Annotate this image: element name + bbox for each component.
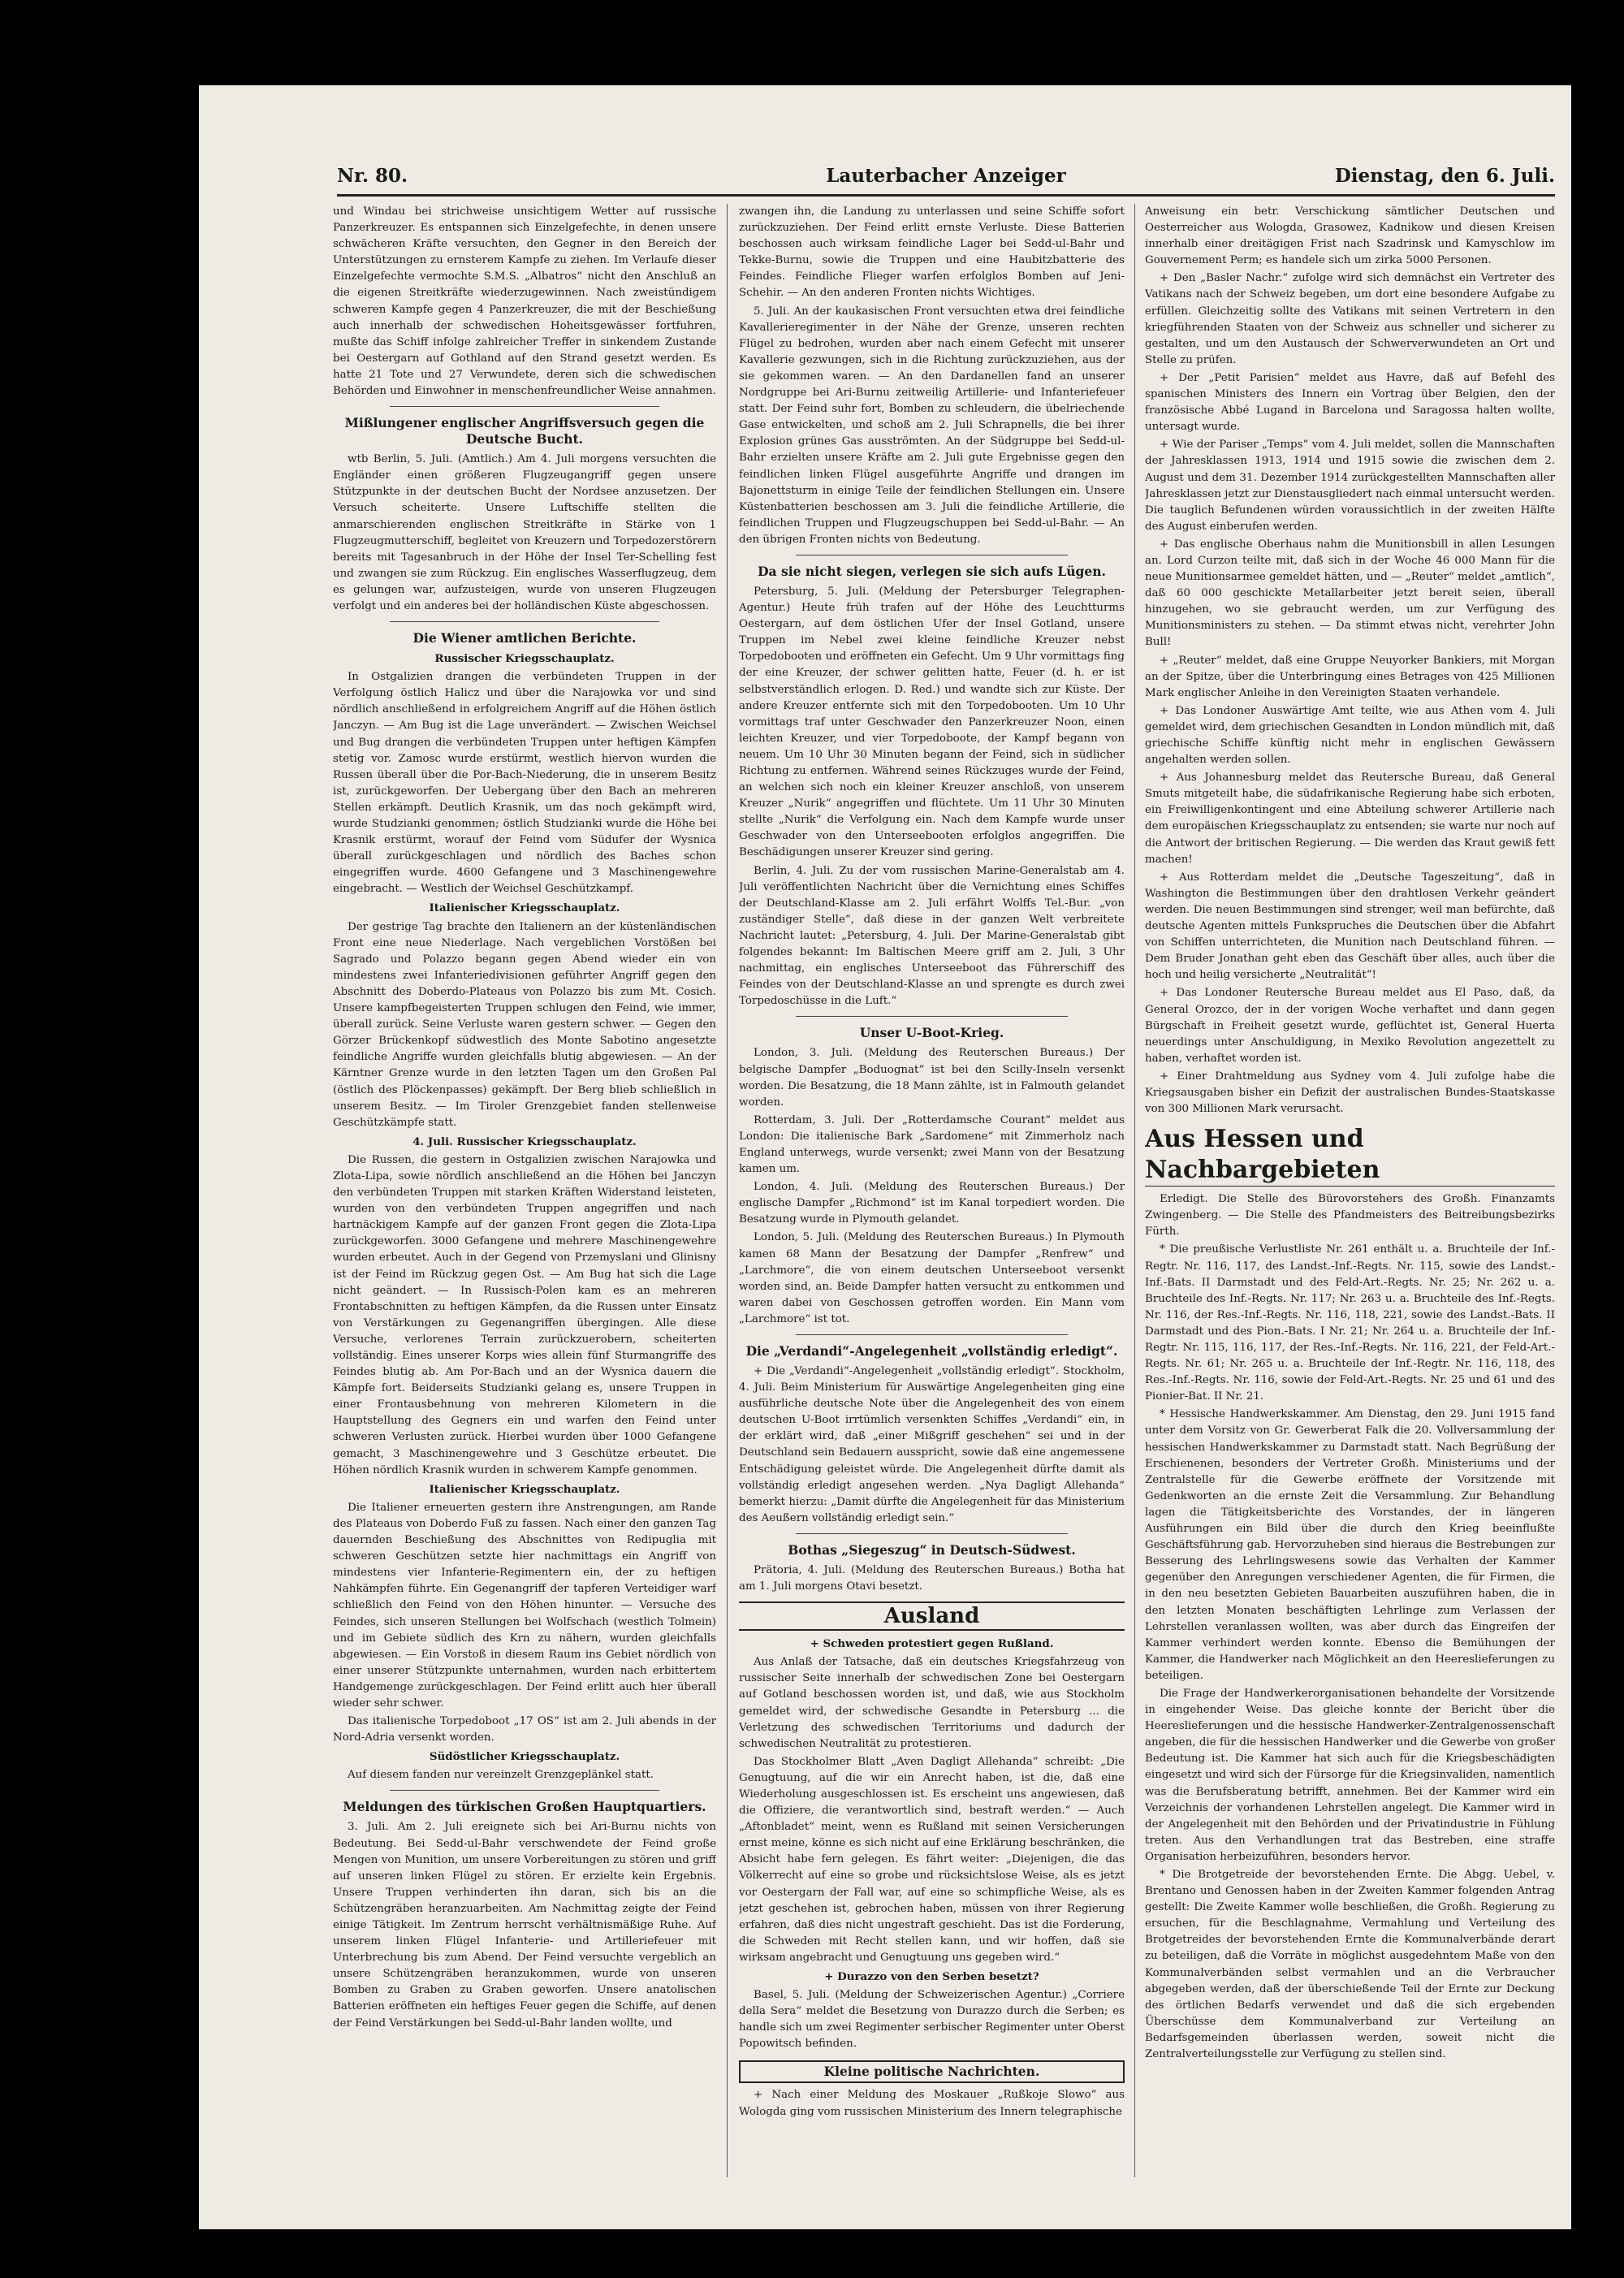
article-paragraph: London, 3. Juli. (Meldung des Reuterschen Bureaus.) Der belgische Dampfer „Boduognat“ ist bei den Scilly-Inseln versenkt worden. Die Besatzung, die 18 Mann zählte, ist in Falmouth gelandet worden.: [739, 1047, 1125, 1109]
section-subheading: Südöstlicher Kriegsschauplatz.: [429, 1750, 620, 1764]
article-paragraph: + Einer Drahtmeldung aus Sydney vom 4. Juli zufolge habe die Kriegsausgaben bisher ein Defizit der australischen Bundes-Staatskasse von 300 Millionen Mark verursacht.: [1145, 1070, 1555, 1116]
section-subheading: + Durazzo von den Serben besetzt?: [824, 1970, 1039, 1983]
article-paragraph: Der gestrige Tag brachte den Italienern an der küstenländischen Front eine neue Niederlage. Nach vergeblichen Vorstößen bei Sagrado und Polazzo begann gegen Abend wieder ein von mindestens zwei Infanteriedivisionen geführter Angriff gegen den Abschnitt des Doberdo-Plateaus von Polazzo bis zum Mt. Cosich. Unsere kampfbegeisterten Truppen schlugen den Feind, wie immer, überall zurück. Seine Verluste waren gestern schwer. — Gegen den Görzer Brückenkopf südwestlich des Monte Sabotino angesetzte feindliche Angriffe wurden gleichfalls blutig abgewiesen. — An der Kärntner Grenze wurde in den letzten Tagen um den Großen Pal (östlich des Plöckenpasses) gekämpft. Der Berg blieb schließlich in unserem Besitz. — Im Tiroler Grenzgebiet fanden stellenweise Geschützkämpfe statt.: [333, 920, 716, 1129]
article-paragraph: + Aus Johannesburg meldet das Reutersche Bureau, daß General Smuts mitgeteilt habe, die südafrikanische Regierung habe sich erboten, ein Freiwilligenkontingent und eine Abteilung schwerer Artillerie nach dem europäischen Kriegsschauplatz zu entsenden; sie warte nur noch auf die Antwort der britischen Regierung. — Die werden das Kraut gewiß fett machen!: [1145, 772, 1555, 866]
section-heading-hessen: Aus Hessen und Nachbargebieten: [1145, 1124, 1555, 1187]
article-paragraph: wtb Berlin, 5. Juli. (Amtlich.) Am 4. Juli morgens versuchten die Engländer einen größeren Flugzeugangriff gegen unsere Stützpunkte in der deutschen Bucht der Nordsee anzusetzen. Der Versuch scheiterte. Unsere Luftschiffe stellten die anmarschierenden englischen Streitkräfte in Stärke von 1 Flugzeugmutterschiff, begleitet von Kreuzern und Torpedozerstörern bereits mit Tagesanbruch in der Höhe der Insel Ter-Schelling fest und zwangen sie zum Rückzug. Ein englisches Wasserflugzeug, dem es gelungen war, aufzusteigen, wurde von unseren Flugzeugen verfolgt und ein anderes bei der holländischen Küste abgeschossen.: [333, 453, 716, 612]
article-headline: Bothas „Siegeszug“ in Deutsch-Südwest.: [788, 1541, 1076, 1558]
article-paragraph: Aus Anlaß der Tatsache, daß ein deutsches Kriegsfahrzeug von russischer Seite innerhalb der schwedischen Zone bei Oestergarn auf Gotland beschossen worden ist, und daß, wie aus Stockholm gemeldet wird, der schwedische Gesandte in Petersburg ... die Verletzung des schwedischen Territoriums und dadurch der schwedischen Neutralität zu protestieren.: [739, 1656, 1125, 1750]
article-paragraph: Rotterdam, 3. Juli. Der „Rotterdamsche Courant“ meldet aus London: Die italienische Bark „Sardomene“ mit Zimmerholz nach England unterwegs, wurde versenkt; zwei Mann von der Besatzung kamen um.: [739, 1113, 1125, 1176]
article-paragraph: Das Stockholmer Blatt „Aven Dagligt Allehanda“ schreibt: „Die Genugtuung, auf die wir ein Anrecht haben, ist die, daß eine Wiederholung ausgeschlossen ist. Es erscheint uns angewiesen, daß die Offiziere, die verantwortlich sind, bestraft werden.“ — Auch „Aftonbladet“ meint, wenn es Rußland mit seinen Versicherungen ernst meine, könne es sich nicht auf eine Erklärung beschränken, die Absicht habe fern gelegen. Es fährt weiter: „Diejenigen, die das Völkerrecht auf eine so grobe und rücksichtslose Weise, als es jetzt vor Oestergarn der Fall war, auf eine so schimpfliche Weise, als es jetzt geschehen ist, gebrochen haben, müssen von ihrer Regierung erfahren, daß dies nicht ungestraft geschieht. Das ist die Forderung, die Schweden mit Recht stellen kann, und wir hoffen, daß sie wirksam angebracht und Genugtuung uns gegeben wird.“: [739, 1755, 1125, 1964]
article-headline: Die Wiener amtlichen Berichte.: [412, 630, 637, 646]
article-paragraph: * Hessische Handwerkskammer. Am Dienstag, den 29. Juni 1915 fand unter dem Vorsitz von Gr. Gewerberat Falk die 20. Vollversammlung der hessischen Handwerkskammer zu Darmstadt statt. Nach Begrüßung der Erschienenen, besonders der Vertreter Großh. Ministeriums und der Zentralstelle für die Gewerbe eröffnete der Vorsitzende mit Gedenkworten an die ernste Zeit die Versammlung. Zur Behandlung lagen die Tätigkeitsberichte des Vorstandes, der in längeren Ausführungen ein Bild über die durch den Krieg beeinflußte Geschäftsführung gab. Hervorzuheben sind hieraus die Bestrebungen zur Besserung des Lehrlingswesens sowie das Verhalten der Kammer gegenüber den Anregungen verschiedener Agenten, die für Firmen, die in den neu besetzten Gebieten Bauarbeiten auszuführen haben, die in den letzten Monaten beschäftigten Lehrlinge zum Verlassen der Lehrstellen veranlassen wollten, was aber durch das Eingreifen der Kammer verhindert werden konnte. Ebenso die Bemühungen der Kammer, die Handwerker nach Möglichkeit an den Heereslieferungen zu beteiligen.: [1145, 1408, 1555, 1682]
article-headline: Unser U-Boot-Krieg.: [859, 1025, 1004, 1041]
column-3: [1145, 204, 1555, 2177]
article-paragraph: Das italienische Torpedoboot „17 OS“ ist am 2. Juli abends in der Nord-Adria versenkt worden.: [333, 1715, 716, 1744]
article-paragraph: + „Reuter“ meldet, daß eine Gruppe Neuyorker Bankiers, mit Morgan an der Spitze, über die Unterbringung eines Betrages von 425 Millionen Mark englischer Anleihe in den Vereinigten Staaten verhandele.: [1145, 654, 1555, 699]
article-paragraph: + Die „Verdandi“-Angelegenheit „vollständig erledigt“. Stockholm, 4. Juli. Beim Ministerium für Auswärtige Angelegenheiten ging eine ausführliche deutsche Note über die Angelegenheit des von einem deutschen U-Boot irrtümlich versenkten Schiffes „Verdandi“ ein, in der erklärt wird, daß „einer Mißgriff geschehen“ sei und in der Deutschland sein Bedauern ausspricht, sowie daß eine angemessene Entschädigung geleistet würde. Die Angelegenheit dürfte damit als vollständig erledigt angesehen werden. „Nya Dagligt Allehanda“ bemerkt hierzu: „Damit dürfte die Angelegenheit für das Ministerium des Aeußern vollständig erledigt sein.“: [739, 1365, 1125, 1524]
separator: [390, 621, 659, 622]
article-paragraph: Prätoria, 4. Juli. (Meldung des Reuterschen Bureaus.) Botha hat am 1. Juli morgens Otavi besetzt.: [739, 1563, 1125, 1593]
separator: [796, 1533, 1068, 1534]
article-paragraph: In Ostgalizien drangen die verbündeten Truppen in der Verfolgung östlich Halicz und über die Narajowka vor und sind nördlich anschließend in erfolgreichem Angriff auf die Höhen östlich Janczyn. — Am Bug ist die Lage unverändert. — Zwischen Weichsel und Bug drangen die verbündeten Truppen unter heftigen Kämpfen stetig vor. Zamosc wurde erstürmt, westlich hiervon wurden die Russen überall über die Por-Bach-Niederung, die in unserem Besitz ist, zurückgeworfen. Der Uebergang über den Bach an mehreren Stellen erkämpft. Deutlich Krasnik, um das noch gekämpft wird, wurde Studzianki genommen; östlich Studzianki wurde die Höhe bei Krasnik erstürmt, worauf der Feind vom Südufer der Wysnica überall zurückgeschlagen und nördlich des Baches schon eingegriffen wurde. 4600 Gefangene und 3 Maschinengewehre eingebracht. — Westlich der Weichsel Geschützkampf.: [333, 671, 716, 896]
article-paragraph: 5. Juli. An der kaukasischen Front versuchten etwa drei feindliche Kavallerieregimenter in der Nähe der Grenze, unseren rechten Flügel zu bedrohen, wurden aber nach einem Gefecht mit unserer Kavallerie gezwungen, sich in die Richtung zurückzuziehen, aus der sie gekommen waren. — An den Dardanellen fand an unserer Nordgruppe bei Ari-Burnu zeitweilig Artillerie- und Infanteriefeuer statt. Der Feind suhr fort, Bomben zu schleudern, die übelriechende Gase entwickelten, und schoß am 2. Juli Schrapnells, die bei ihrer Explosion grünes Gas ausströmten. An der Südgruppe bei Sedd-ul-Bahr erzielten unsere Kräfte am 2. Juli gute Ergebnisse gegen den feindlichen linken Flügel ausgeführte Angriffe und drangen im Bajonettsturm in einige Teile der feindlichen Stellungen ein. Unsere Küstenbatterien beschossen am 3. Juli die feindliche Artillerie, die feindlichen Truppen und Flugzeugschuppen bei Sedd-ul-Bahr. — An den übrigen Fronten nichts von Bedeutung.: [739, 305, 1125, 546]
article-paragraph: + Das Londoner Reutersche Bureau meldet aus El Paso, daß, da General Orozco, der in der vorigen Woche verhaftet und dann gegen Bürgschaft in Freiheit gesetzt wurde, geflüchtet ist, General Huerta neuerdings unter Anschuldigung, in Mexiko Revolution angezettelt zu haben, verhaftet worden ist.: [1145, 987, 1555, 1065]
issue-number: Nr. 80.: [337, 165, 408, 187]
article-paragraph: Erledigt. Die Stelle des Bürovorstehers des Großh. Finanzamts Zwingenberg. — Die Stelle des Pfandmeisters des Beitreibungsbezirks Fürth.: [1145, 1193, 1555, 1238]
article-paragraph: 3. Juli. Am 2. Juli ereignete sich bei Ari-Burnu nichts von Bedeutung. Bei Sedd-ul-Bahr verschwendete der Feind große Mengen von Munition, um unsere Vorbereitungen zu stören und griff auf unseren linken Flügel zu stören. Er erzielte kein Ergebnis. Unsere Truppen verhinderten ihn daran, sich bis an die Schützengräben heranzuarbeiten. Am Nachmittag zeigte der Feind einige Tätigkeit. Im Zentrum herrscht verhältnismäßige Ruhe. Auf unserem linken Flügel Infanterie- und Artilleriefeuer mit Unterbrechung bis zum Abend. Der Feind versuchte vergeblich an unsere Schützengräben heranzukommen, wurde von unseren Bomben zu Graben zu Graben geworfen. Unsere anatolischen Batterien eröffneten ein heftiges Feuer gegen die Schiffe, auf denen der Feind Verstärkungen bei Sedd-ul-Bahr landen wollte, und: [333, 1821, 716, 2029]
article-paragraph: Die Italiener erneuerten gestern ihre Anstrengungen, am Rande des Plateaus von Doberdo Fuß zu fassen. Nach einer den ganzen Tag dauernden Beschießung des Abschnittes von Redipuglia mit schweren Geschützen setzte hier nachmittags ein Angriff von mindestens vier Infanterie-Regimentern ein, der zu heftigen Nahkämpfen führte. Ein Gegenangriff der tapferen Verteidiger warf schließlich den Feind von den Höhen hinunter. — Versuche des Feindes, sich unseren Stellungen bei Wolfschach (westlich Tolmein) und im Gebiete südlich des Krn zu nähern, wurden gleichfalls abgewiesen. — Ein Vorstoß in diesem Raum ins Gebiet nördlich von einer unserer Stützpunkte unternahmen, wurden nach erbittertem Handgemenge zurückgeschlagen. Der Feind erlitt auch hier überall wieder sehr schwer.: [333, 1501, 716, 1710]
article-paragraph: * Die Brotgetreide der bevorstehenden Ernte. Die Abgg. Uebel, v. Brentano und Genossen haben in der Zweiten Kammer folgenden Antrag gestellt: Die Zweite Kammer wolle beschließen, die Großh. Regierung zu ersuchen, für die Beschlagnahme, Vermahlung und Verteilung des Brotgetreides der bevorstehenden Ernte die Kommunalverbände derart zu beteiligen, daß die Vorräte in möglichst ausgedehntem Maße von den Kommunalverbänden selbst vermahlen und an die Verbraucher abgegeben werden, daß der überschießende Teil der Ernte zur Deckung des örtlichen Bedarfs verwendet und daß die sich ergebenden Überschüsse dem Kommunalverband zur Verteilung an Bedarfsgemeinden überlassen werden, soweit nicht die Zentralverteilungsstelle zur Verfügung zu stellen sind.: [1145, 1869, 1555, 2061]
article-paragraph: + Den „Basler Nachr.“ zufolge wird sich demnächst ein Vertreter des Vatikans nach der Schweiz begeben, um dort eine besondere Aufgabe zu erfüllen. Gleichzeitig sollte des Vatikans mit seinen Vertretern in den kriegführenden Staaten von der Schweiz aus schneller und sicherer zu gestalten, und um den Austausch der Schwerverwundeten an Ort und Stelle zu prüfen.: [1145, 272, 1555, 366]
section-subheading: 4. Juli. Russischer Kriegsschauplatz.: [412, 1135, 637, 1148]
section-subheading: Italienischer Kriegsschauplatz.: [429, 901, 620, 915]
column-1: [333, 204, 716, 2177]
article-paragraph: Auf diesem fanden nur vereinzelt Grenzgeplänkel statt.: [348, 1769, 654, 1782]
article-headline: Kleine politische Nachrichten.: [739, 2060, 1125, 2083]
article-paragraph: zwangen ihn, die Landung zu unterlassen und seine Schiffe sofort zurückzuziehen. Der Feind erlitt ernste Verluste. Diese Batterien beschossen auch wirksam feindliche Lager bei Sedd-ul-Bahr und Tekke-Burnu, sowie die Truppen und eine Haubitzbatterie des Feindes. Feindliche Flieger warfen erfolglos Bomben auf Jeni-Schehir. — An den anderen Fronten nichts Wichtiges.: [739, 205, 1125, 300]
issue-date: Dienstag, den 6. Juli.: [1334, 165, 1555, 187]
article-paragraph: + Das Londoner Auswärtige Amt teilte, wie aus Athen vom 4. Juli gemeldet wird, dem griechischen Gesandten in London mündlich mit, daß griechische Schiffe künftig nicht mehr in englischen Gewässern angehalten werden sollen.: [1145, 704, 1555, 767]
article-paragraph: Basel, 5. Juli. (Meldung der Schweizerischen Agentur.) „Corriere della Sera“ meldet die Besetzung von Durazzo durch die Serben; es handle sich um zwei Regimenter serbischer Regimenter unter Oberst Popowitsch befinden.: [739, 1989, 1125, 2051]
column-divider: [727, 204, 728, 2177]
article-paragraph: + Wie der Pariser „Temps“ vom 4. Juli meldet, sollen die Mannschaften der Jahresklassen 1913, 1914 und 1915 sowie die zwischen dem 2. August und dem 31. Dezember 1914 zurückgestellten Mannschaften aller Jahresklassen jetzt zur Dienstausgliedert nach einmal untersucht werden. Die tauglich Befundenen würden voraussichtlich in der zweiten Hälfte des August einberufen werden.: [1145, 439, 1555, 533]
article-paragraph: * Die preußische Verlustliste Nr. 261 enthält u. a. Bruchteile der Inf.-Regtr. Nr. 116, 117, des Landst.-Inf.-Regts. Nr. 115, sowie des Landst.-Inf.-Bats. II Darmstadt und des Feld-Art.-Regts. Nr. 25; Nr. 262 u. a. Bruchteile des Inf.-Regts. Nr. 117; Nr. 263 u. a. Bruchteile des Inf.-Regts. Nr. 116, der Res.-Inf.-Regts. Nr. 116, 118, 221, sowie des Landst.-Bats. II Darmstadt und des Pion.-Bats. I Nr. 21; Nr. 264 u. a. Bruchteile der Inf.-Regtr. Nr. 115, 116, 117, der Res.-Inf.-Regts. Nr. 116, 221, der Feld-Art.-Regts. Nr. 61; Nr. 265 u. a. Bruchteile der Inf.-Regtr. Nr. 116, 118, des Res.-Inf.-Regts. Nr. 116, sowie der Feld-Art.-Regts. Nr. 25 und 61 und des Pionier-Bat. II Nr. 21.: [1145, 1243, 1555, 1403]
column-2: [739, 204, 1125, 2177]
article-paragraph: Die Russen, die gestern in Ostgalizien zwischen Narajowka und Zlota-Lipa, sowie nördlich anschließend an die Höhen bei Janczyn den verbündeten Truppen mit starken Kräften Widerstand leisteten, wurden von den verbündeten Truppen angegriffen und nach hartnäckigem Kampfe auf der ganzen Front gegen die Zlota-Lipa zurückgeworfen. 3000 Gefangene und mehrere Maschinengewehre wurden erbeutet. Auch in der Gegend von Przemyslani und Glinisny ist der Feind im Rückzug gegen Ost. — Am Bug hat sich die Lage nicht geändert. — In Russisch-Polen kam es an mehreren Frontabschnitten zu heftigen Kämpfen, da die Russen unter Einsatz von Verstärkungen zu Gegenangriffen übergingen. Alle diese Versuche, verlorenes Terrain zurückzuerobern, scheiterten vollständig. Eines unserer Korps wies allein fünf Sturmangriffe des Feindes blutig ab. Am Por-Bach und an der Wysnica dauern die Kämpfe fort. Beiderseits Studzianki gelang es, unsere Truppen in einer Frontausbehnung von mehreren Kilometern in die Hauptstellung des Gegners ein und warfen den Feind unter schweren Verlusten zurück. Hierbei wurden über 1000 Gefangene gemacht, 3 Maschinengewehre und 3 Geschütze erbeutet. Die Höhen nördlich Krasnik wurden in schwerem Kampfe genommen.: [333, 1153, 716, 1476]
article-paragraph: London, 5. Juli. (Meldung des Reuterschen Bureaus.) In Plymouth kamen 68 Mann der Besatzung der Dampfer „Renfrew“ und „Larchmore“, die von einem deutschen Unterseeboot versenkt worden sind, an. Beide Dampfer hatten versucht zu entkommen und waren dabei von Geschossen getroffen worden. Ein Mann vom „Larchmore“ ist tot.: [739, 1231, 1125, 1325]
article-paragraph: + Aus Rotterdam meldet die „Deutsche Tageszeitung“, daß in Washington die Bestimmungen über den drahtlosen Verkehr geändert werden. Die neuen Bestimmungen sind strenger, weil man befürchte, daß deutsche Agenten mittels Funkspruches die Deutschen über die Abfahrt von Schiffen unterrichteten, die Munition nach Deutschland führen. — Dem Bruder Jonathan geht eben das Geschäft über alles, auch über die hoch und heilig versicherte „Neutralität“!: [1145, 871, 1555, 982]
article-paragraph: London, 4. Juli. (Meldung des Reuterschen Bureaus.) Der englische Dampfer „Richmond“ ist im Kanal torpediert worden. Die Besatzung wurde in Plymouth gelandet.: [739, 1181, 1125, 1226]
masthead: [337, 165, 1555, 189]
newspaper-page: [199, 85, 1571, 2229]
article-paragraph: + Das englische Oberhaus nahm die Munitionsbill in allen Lesungen an. Lord Curzon teilte mit, daß sich in der Woche 46 000 Mann für die neue Munitionsarmee gemeldet hätten, und — „Reuter“ meldet „amtlich“, daß 60 000 geschickte Metallarbeiter jetzt bereit seien, überall hinzugehen, wo sie gebraucht werden, um zur Verfügung des Munitionsministers zu stehen. — Da stimmt etwas nicht, verehrter John Bull!: [1145, 538, 1555, 649]
separator: [390, 406, 659, 407]
masthead-rule: [337, 194, 1555, 197]
section-subheading: + Schweden protestiert gegen Rußland.: [810, 1637, 1054, 1651]
separator: [796, 1334, 1068, 1335]
article-headline: Mißlungener englischer Angriffsversuch gegen die Deutsche Bucht.: [344, 415, 705, 447]
section-banner-ausland: Ausland: [739, 1602, 1125, 1631]
separator: [390, 1790, 659, 1791]
column-divider: [1134, 204, 1135, 2177]
article-paragraph: + Der „Petit Parisien“ meldet aus Havre, daß auf Befehl des spanischen Ministers des Innern ein Vortrag über Belgien, den der französische Abbé Lugand in Barcelona und Saragossa halten wollte, untersagt wurde.: [1145, 371, 1555, 434]
separator: [796, 1016, 1068, 1017]
article-paragraph: Anweisung ein betr. Verschickung sämtlicher Deutschen und Oesterreicher aus Wologda, Grasowez, Kadnikow und diesen Kreisen innerhalb einer dreitägigen Frist nach Szadrinsk und Kamyschlow im Gouvernement Perm; es handele sich um zirka 5000 Personen.: [1145, 205, 1555, 267]
article-paragraph: Die Frage der Handwerkerorganisationen behandelte der Vorsitzende in eingehender Weise. Das gleiche konnte der Bericht über die Heereslieferungen und die hessische Handwerker-Zentralgenossenschaft angeben, die für die hessischen Handwerker und die Gewerbe von großer Bedeutung ist. Die Kammer hat sich auch für die Kriegsbeschädigten eingesetzt und wird sich der Fürsorge für die Kriegsinvaliden, namentlich was die Berufsberatung betrifft, annehmen. Bei der Kammer wird ein Verzeichnis der vorhandenen Lehrstellen angelegt. Die Kammer wird in der Angelegenheit mit den Behörden und der Privatindustrie in Fühlung treten. Aus den Verhandlungen trat das Bestreben, eine straffe Organisation herbeizuführen, besonders hervor.: [1145, 1687, 1555, 1863]
article-paragraph: und Windau bei strichweise unsichtigem Wetter auf russische Panzerkreuzer. Es entspannen sich Einzelgefechte, in denen unsere schwächeren Kräfte versuchten, den Gegner in den Bereich der Unterstützungen zu ernsterem Kampfe zu ziehen. Im Verlaufe dieser Einzelgefechte vermochte S.M.S. „Albatros“ nicht den Anschluß an die eigenen Streitkräfte wiederzugewinnen. Nach zweistündigem schweren Kampfe gegen 4 Panzerkreuzer, die mit der Beschießung auch innerhalb der schwedischen Hoheitsgewässer fortfuhren, mußte das Schiff infolge zahlreicher Treffer in sinkendem Zustande bei Oestergarn auf Gothland auf den Strand gesetzt werden. Es hatte 21 Tote und 27 Verwundete, deren sich die schwedischen Behörden und Einwohner in menschenfreundlicher Weise annahmen.: [333, 205, 716, 398]
article-paragraph: Petersburg, 5. Juli. (Meldung der Petersburger Telegraphen-Agentur.) Heute früh trafen auf der Höhe des Leuchtturms Oestergarn, auf dem östlichen Ufer der Insel Gotland, unsere Truppen im Nebel zwei kleine feindliche Kreuzer nebst Torpedobooten und eröffneten ein Gefecht. Um 9 Uhr vormittags fing der eine Kreuzer, der schwer gelitten hatte, Feuer (d. h. er ist selbstverständlich erlogen. D. Red.) und wandte sich zur Küste. Der andere Kreuzer entfernte sich mit den Torpedobooten. Um 10 Uhr vormittags traf unter Geschwader den Panzerkreuzer Noon, einen leichten Kreuzer, und vier Torpedoboote, der Kampf begann von neuem. Um 10 Uhr 30 Minuten begann der Feind, sich in südlicher Richtung zu entfernen. Während seines Rückzuges wurde der Feind, an welchen sich noch ein kleiner Kreuzer anschloß, von unserem Kreuzer „Nurik“ angegriffen und flüchtete. Um 11 Uhr 30 Minuten stellte „Nurik“ die Verfolgung ein. Nach dem Kampfe wurde unser Geschwader von den Unterseebooten erfolglos angegriffen. Die Beschädigungen unserer Kreuzer sind gering.: [739, 585, 1125, 859]
article-paragraph: Berlin, 4. Juli. Zu der vom russischen Marine-Generalstab am 4. Juli veröffentlichten Nachricht über die Vernichtung eines Schiffes der Deutschland-Klasse am 2. Juli erfährt Wolffs Tel.-Bur. „von zuständiger Stelle“, daß diese in der ganzen Welt verbreitete Nachricht lautet: „Petersburg, 4. Juli. Der Marine-Generalstab gibt folgendes bekannt: Im Baltischen Meere griff am 2. Juli, 3 Uhr nachmittag, ein englisches Unterseeboot das Führerschiff des Feindes von der Deutschland-Klasse an und sprengte es durch zwei Torpedoschüsse in die Luft.“: [739, 864, 1125, 1008]
article-headline: Da sie nicht siegen, verlegen sie sich aufs Lügen.: [758, 563, 1106, 579]
article-headline: Die „Verdandi“-Angelegenheit „vollständig erledigt“.: [745, 1343, 1118, 1359]
section-subheading: Italienischer Kriegsschauplatz.: [429, 1482, 620, 1496]
article-paragraph: + Nach einer Meldung des Moskauer „Rußkoje Slowo“ aus Wologda ging vom russischen Ministerium des Innern telegraphische: [739, 2089, 1125, 2118]
article-headline: Meldungen des türkischen Großen Hauptquartiers.: [343, 1799, 706, 1815]
newspaper-title: Lauterbacher Anzeiger: [826, 165, 1066, 187]
section-subheading: Russischer Kriegsschauplatz.: [434, 652, 615, 666]
